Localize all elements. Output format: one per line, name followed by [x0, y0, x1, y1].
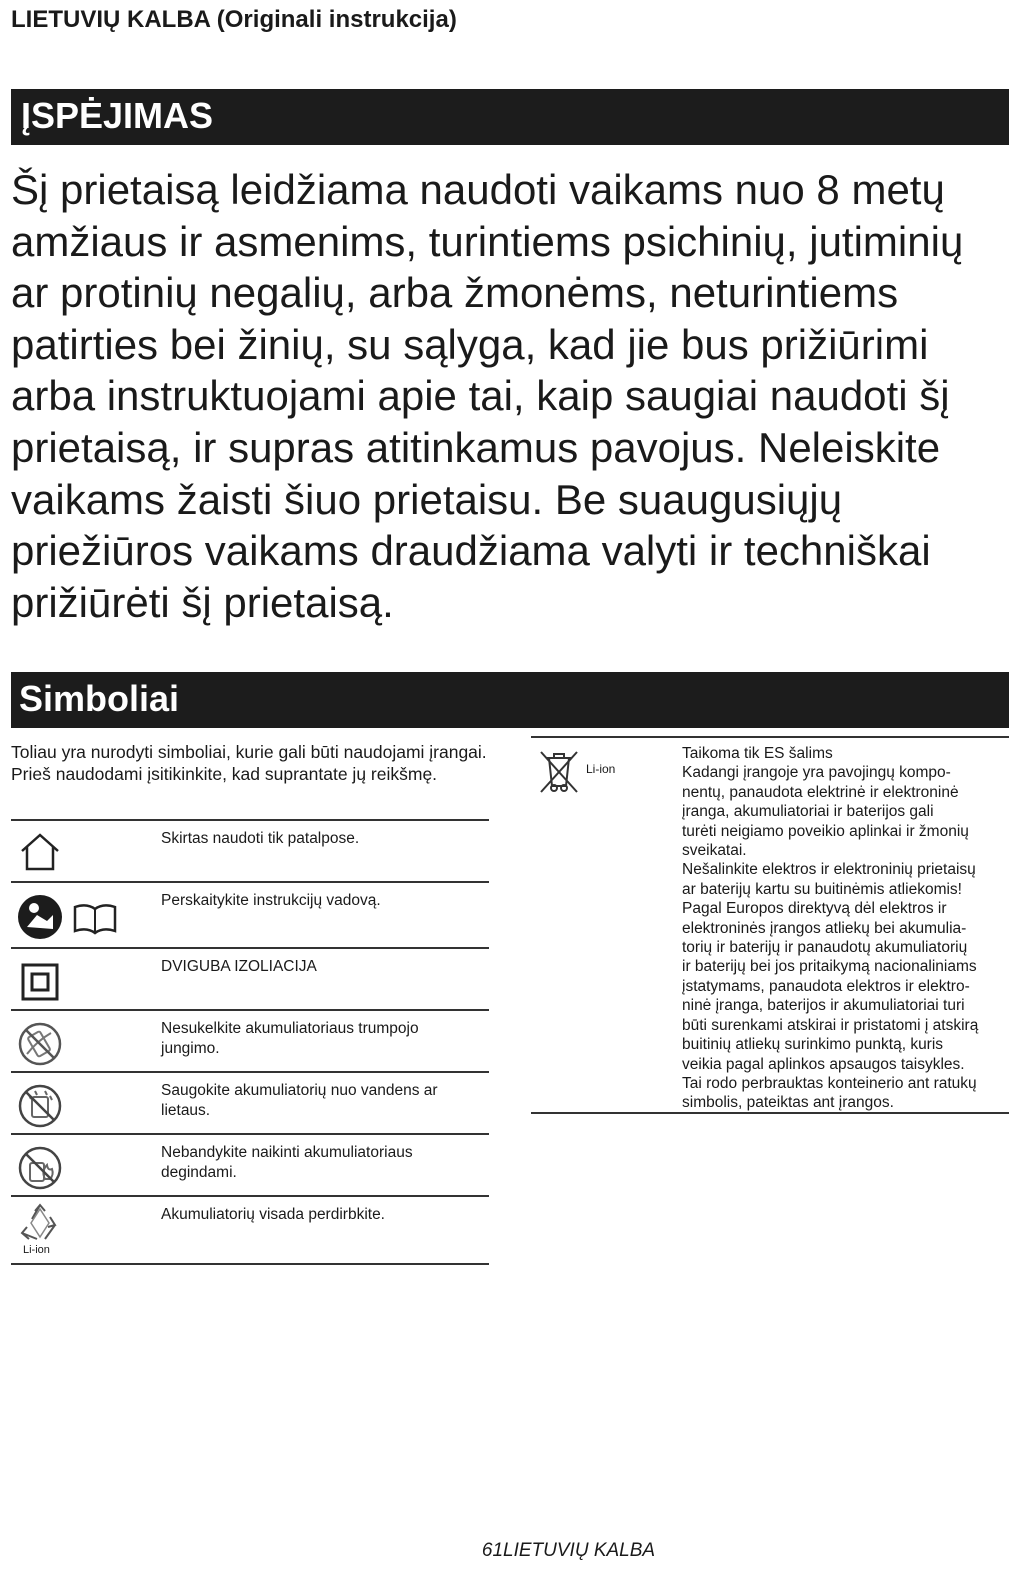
symbol-row-fire: [11, 1135, 489, 1197]
weee-text: Taikoma tik ES šalims Kadangi įrangoje yra pavojingų kompo- nentų, panaudota elektrinė ir elektroninė įranga, akumuliatoriai ir baterijos gali turėti neigiamo poveikio aplinkai ir žmonių sveikatai. Nešalinkite elektros ir elektroninių prietaisų ar baterijų kartu su buitinėmis atliekomis! Pagal Europos direktyvą dėl elektros ir elektroninės įrangos atliekų bei akumulia- torių ir baterijų ir panaudotų akumuliatorių ir baterijų bei jos pritaikymą nacionaliniams įstatymams, panaudota elektros ir elektro- ninė įranga, baterijos ir akumuliatoriai turi būti surenkami atskirai ir pristatomi į atskirą buitinių atliekų surinkimo punktą, kuris veikia pagal aplinkos apsaugos taisykles. Tai rodo perbrauktas konteinerio ant ratukų simbolis, pateiktas ant įrangos.: [682, 745, 979, 1112]
weee-box: [531, 736, 1009, 1114]
symbol-desc: Nesukelkite akumuliatoriaus trumpojo jungimo.: [161, 1020, 419, 1057]
warning-text: Šį prietaisą leidžiama naudoti vaikams nuo 8 metų amžiaus ir asmenims, turintiems psichinių, jutiminių ar protinių negalių, arba žmonėms, neturintiems patirties bei žinių, su sąlyga, kad jie bus prižiūrimi arba instruktuojami apie tai, kaip saugiai naudoti šį prietaisą, ir supras atitinkamus pavojus. Neleiskite vaikams žaisti šiuo prietaisu. Be suaugusiųjų priežiūros vaikams draudžiama valyti ir techniškai prižiūrėti šį prietaisą.: [11, 166, 964, 626]
warning-heading: ĮSPĖJIMAS: [11, 89, 1009, 145]
no-water-icon: [17, 1083, 63, 1134]
recycle-icon: [17, 1203, 63, 1248]
symbol-row-recycle: [11, 1197, 489, 1265]
symbol-desc: Akumuliatorių visada perdirbkite.: [161, 1206, 385, 1223]
symbol-row-indoor: [11, 821, 489, 883]
liion-label: Li-ion: [586, 762, 616, 776]
symbols-heading: Simboliai: [11, 672, 1009, 728]
no-fire-icon: [17, 1145, 63, 1196]
symbol-row-double-insulation: [11, 949, 489, 1011]
symbol-desc: Saugokite akumuliatorių nuo vandens ar lietaus.: [161, 1082, 438, 1119]
recycle-label: Li-ion: [23, 1244, 50, 1256]
no-short-circuit-icon: [17, 1021, 63, 1072]
page-header: LIETUVIŲ KALBA (Originali instrukcija): [11, 6, 457, 33]
symbol-row-water: [11, 1073, 489, 1135]
symbol-desc: Nebandykite naikinti akumuliatoriaus degindami.: [161, 1144, 413, 1181]
page-footer: 61LIETUVIŲ KALBA: [481, 1540, 656, 1561]
symbol-desc: Skirtas naudoti tik patalpose.: [161, 830, 360, 847]
house-icon: [17, 829, 63, 880]
symbols-table: [11, 819, 489, 1265]
read-manual-icon: [17, 893, 117, 946]
symbol-row-manual: [11, 883, 489, 949]
symbols-intro: Toliau yra nurodyti simboliai, kurie gali būti naudojami įrangai. Prieš naudodami įsitikinkite, kad suprantate jų reikšmę.: [11, 742, 487, 784]
crossed-bin-icon: [536, 746, 582, 799]
symbol-desc: Perskaitykite instrukcijų vadovą.: [161, 892, 381, 909]
symbol-row-short-circuit: [11, 1011, 489, 1073]
double-insulation-icon: [17, 959, 63, 1010]
symbol-desc: DVIGUBA IZOLIACIJA: [161, 958, 317, 975]
